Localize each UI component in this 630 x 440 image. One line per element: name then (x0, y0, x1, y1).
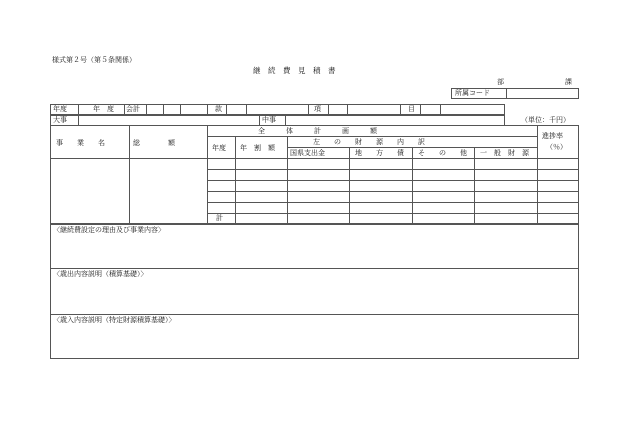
moku-label: 目 (408, 105, 415, 113)
affiliation-code-label: 所属コード (455, 89, 490, 97)
overall-plan-header: 全 体 計 画 額 (258, 127, 377, 135)
year-header: 年度 (212, 144, 226, 152)
reason-section-title: 〈継続費設定の理由及び事業内容〉 (53, 226, 165, 234)
mid-project-label: 中事 (262, 116, 276, 124)
project-name-header: 事 業 名 (56, 139, 105, 147)
local-bond-header: 地 方 債 (355, 149, 404, 157)
expenditure-section-title: 〈歳出内容説明（積算基礎）〉 (53, 270, 148, 278)
major-project-label: 大事 (53, 116, 67, 124)
total-amount-header: 総 額 (133, 139, 175, 147)
kou-label: 項 (314, 105, 321, 113)
kan-label: 款 (215, 105, 222, 113)
revenue-section-title: 〈歳入内容説明（特定財源積算基礎）〉 (53, 316, 176, 324)
percent-header: （％） (546, 143, 567, 151)
funding-breakdown-header: 左 の 財 源 内 訳 (313, 138, 425, 146)
total-row-label: 計 (216, 214, 223, 222)
section-label: 課 (565, 78, 572, 86)
annual-amount-header: 年 割 額 (240, 144, 275, 152)
document-title: 継 続 費 見 積 書 (253, 66, 336, 75)
form-number: 様式第２号（第５条関係） (52, 56, 136, 64)
progress-rate-header: 進捗率 (542, 132, 563, 140)
fiscal-year-label-2: 年 度 (93, 105, 114, 113)
unit-label: （単位：千円） (521, 116, 570, 124)
dept-label: 部 (497, 78, 504, 86)
national-prefectural-header: 国県支出金 (290, 149, 325, 157)
general-funds-header: 一 般 財 源 (480, 149, 529, 157)
fiscal-year-label: 年度 (53, 105, 67, 113)
account-label: 会計 (126, 105, 140, 113)
affiliation-code-field[interactable] (510, 90, 576, 98)
other-header: そ の 他 (418, 149, 467, 157)
classification-row (50, 104, 505, 115)
